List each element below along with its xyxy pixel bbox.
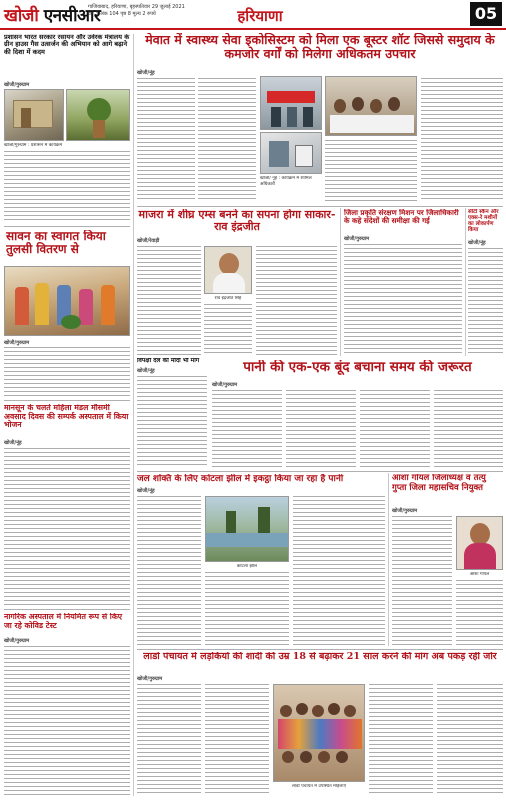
girls-group-photo [273,684,365,782]
water-body-col1 [212,390,282,468]
divider [4,400,130,401]
dream-headline: माजरा में शीघ्र एम्स बनने का सपना होगा साकार-राव इंद्रजीत [138,209,336,234]
right-mid-body [344,244,462,356]
edition-details: वर्ष 3 अंक 104 पृष्ठ 8 मूल्य 2 रुपये [88,11,156,17]
lead-headline: मेवात में स्वास्थ्य सेवा इकोसिस्टम को मिला एक बूस्टर शॉट जिससे समुदाय के कमजोर वर्गों को मिलेगा अधिकतम उपचार [145,33,495,61]
left-top-body [4,151,130,223]
hospital-caption: खोजी/ नूंह : कार्यक्रम में शामिल अधिकारी [260,176,312,187]
edition-date: गाजियाबाद, हरियाणा, बृहस्पतिवार 29 जुलाई 2021 [88,4,185,10]
temple-caption: खोजी/गुरुग्राम : प्रशासन में कार्यक्रम [4,143,63,148]
plant-photo [66,89,130,141]
edition-info [88,4,185,18]
asha-photo [456,516,503,570]
water-body-col3 [360,390,430,468]
right-mid-byline: खोजी/गुरुग्राम [344,236,370,242]
meeting-photo [325,76,417,136]
asha-body-col1 [392,516,452,646]
right-box-headline: सीटी स्कैन और एक्स-रे मशीनों का लोकार्पण किया [468,209,499,234]
left-top-headline: प्रशासन भारत सरकार रसायन और उर्वरक मंत्रालय के ग्रीन हाउस गैस उत्सर्जन की अभियान को आगे बढ़ाने की दिशा में कदम [4,34,130,56]
asha-caption: आशा गोयल [469,572,490,577]
column-divider [465,208,466,356]
tulsi-photo [4,266,130,336]
lab-photo [260,132,322,174]
divider [4,609,130,610]
lead-body-col3 [325,140,417,202]
right-box-byline: खोजी/नूंह [468,240,486,246]
lake-body-col1 [137,496,201,646]
section-title: हरियाणा [237,7,283,25]
dream-body-col2 [204,304,252,356]
asha-headline: आशा गोयल जिलाध्यक्ष व तत्यु गुप्ता जिला महासचिव नियुक्त [392,474,486,493]
asha-byline: खोजी/गुरुग्राम [392,508,418,514]
dream-body-col3 [256,246,337,356]
divider [4,226,130,227]
small-note-headline: विपक्षी दल की मोदी भी मांग [137,358,200,364]
hospital-photo [260,76,322,130]
left-mid-body [4,347,130,397]
left-low-byline: खोजी/नूंह [4,440,22,446]
column-divider [133,34,134,796]
temple-photo [4,89,64,141]
lake-byline: खोजी/नूंह [137,488,155,494]
girls-byline: खोजी/गुरुग्राम [137,676,163,682]
right-mid-headline: जिला प्रकृति संरक्षण मिशन पर जिलाधिकारी के कहे संदेशों की समीक्षा की गई [344,209,459,226]
small-note-body [137,376,207,468]
left-mid-headline: सावन का स्वागत किया तुलसी वितरण से [6,230,106,257]
girls-body-col2 [205,684,269,796]
lake-headline: जल शक्ति के लिए कोटला झील में इकट्ठा किया जा रहा है पानी [137,474,344,484]
portrait-photo [204,246,252,294]
page-number: 05 [470,2,502,26]
lead-body-col2 [198,78,256,202]
water-body-col2 [286,390,356,468]
left-low-headline: मानसून के चलते महिला मंडल मौसमी अवसाद दिवस की सम्पर्क अस्पताल में किया भोजन [4,404,129,430]
water-byline: खोजी/गुरुग्राम [212,382,238,388]
left-bottom-body [4,646,130,796]
left-bottom-byline: खोजी/गुरुग्राम [4,638,30,644]
lake-photo [205,496,289,562]
right-box-body [468,248,503,356]
small-note-byline: खोजी/नूंह [137,368,155,374]
girls-headline: लाडो पंचायत में लड़कियों की शादी की उम्र 18 से बढ़ाकर 21 साल करने की मांग अब पकड़ रही जोर [143,652,497,662]
divider [137,649,503,650]
left-mid-byline: खोजी/गुरुग्राम [4,340,30,346]
column-divider [388,473,389,646]
portrait-caption: राव इंद्रजीत सिंह [214,296,242,301]
lake-caption: कोटला झील [236,564,258,569]
lake-body-col3 [293,496,385,646]
left-bottom-headline: नागरिक अस्पताल में नियमित रूप से किए जा रहे कोविड टेस्ट [4,613,123,630]
girls-body-col1 [137,684,201,796]
dream-body-col1 [137,246,201,356]
water-body-col4 [434,390,503,468]
lead-body-col1 [137,78,195,202]
left-low-body [4,448,130,606]
column-divider [340,208,341,356]
lake-body-col2 [205,572,289,646]
lead-byline: खोजी/नूंह [137,70,155,76]
left-top-byline: खोजी/गुरुग्राम [4,82,30,88]
lead-body-col4 [421,78,503,202]
masthead [0,0,506,30]
divider [137,471,503,472]
divider [137,206,503,207]
asha-body-col2 [456,580,503,646]
girls-group-caption: लाडो पंचायत में उपस्थित महिलाएं [291,784,347,789]
girls-body-col4 [437,684,503,796]
dream-byline: खोजी/रेवाड़ी [137,238,160,244]
newspaper-logo: खोजी एनसीआर [4,6,101,26]
girls-body-col3 [369,684,433,796]
water-headline: पानी की एक-एक बूंद बचाना समय की जरूरत [243,360,472,375]
